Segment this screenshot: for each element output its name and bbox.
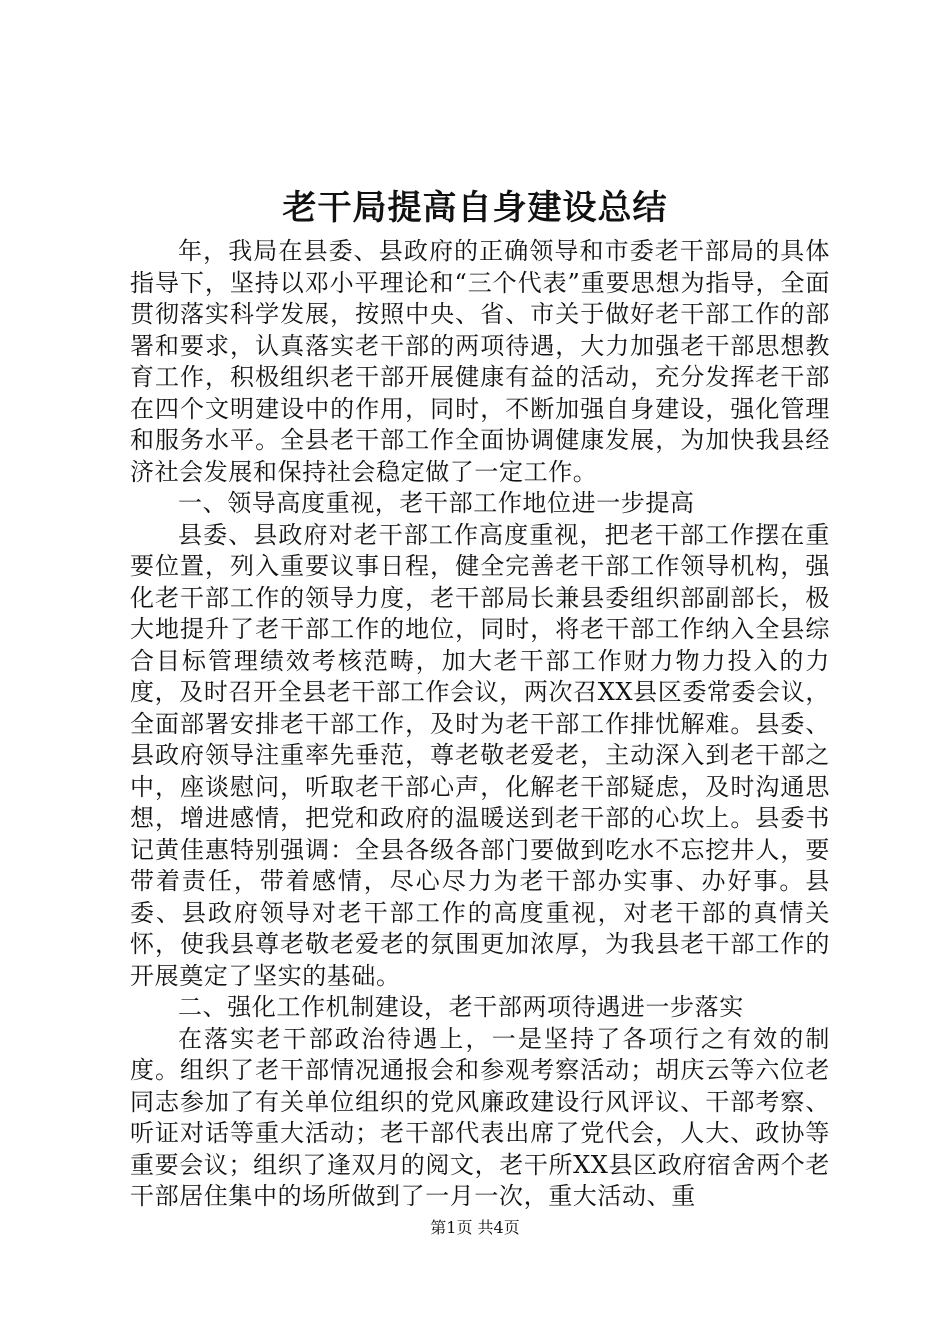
page-number-footer: 第1页 共4页 <box>430 1218 520 1237</box>
paragraph-intro: 年，我局在县委、县政府的正确领导和市委老干部局的具体指导下，坚持以邓小平理论和“三个代表”重要思想为指导，全面贯彻落实科学发展，按照中央、省、市关于做好老干部工作的部署和要求，认真落实老干部的两项待遇，大力加强老干部思想教育工作，积极组织老干部开展健康有益的活动，充分发挥老干部在四个文明建设中的作用，同时，不断加强自身建设，强化管理和服务水平。全县老干部工作全面协调健康发展，为加快我县经济社会发展和保持社会稳定做了一定工作。 <box>130 237 830 486</box>
section-heading-2: 二、强化工作机制建设，老干部两项待遇进一步落实 <box>178 993 744 1021</box>
document-body <box>130 236 830 1213</box>
section-heading-1: 一、领导高度重视，老干部工作地位进一步提高 <box>178 489 695 517</box>
paragraph-section-1: 县委、县政府对老干部工作高度重视，把老干部工作摆在重要位置，列入重要议事日程，健全完善老干部工作领导机构，强化老干部工作的领导力度，老干部局长兼县委组织部副部长，极大地提升了老干部工作的地位，同时，将老干部工作纳入全县综合目标管理绩效考核范畴，加大老干部工作财力物力投入的力度，及时召开全县老干部工作会议，两次召XX县区委常委会议，全面部署安排老干部工作，及时为老干部工作排忧解难。县委、县政府领导注重率先垂范，尊老敬老爱老，主动深入到老干部之中，座谈慰问，听取老干部心声，化解老干部疑虑，及时沟通思想，增进感情，把党和政府的温暖送到老干部的心坎上。县委书记黄佳惠特别强调：全县各级各部门要做到吃水不忘挖井人，要带着责任，带着感情，尽心尽力为老干部办实事、办好事。县委、县政府领导对老干部工作的高度重视，对老干部的真情关怀，使我县尊老敬老爱老的氛围更加浓厚，为我县老干部工作的开展奠定了坚实的基础。 <box>130 520 830 990</box>
paragraph-section-2: 在落实老干部政治待遇上，一是坚持了各项行之有效的制度。组织了老干部情况通报会和参观考察活动；胡庆云等六位老同志参加了有关单位组织的党风廉政建设行风评议、干部考察、听证对话等重大活动；老干部代表出席了党代会，人大、政协等重要会议；组织了逢双月的阅文，老干所XX县区政府宿舍两个老干部居住集中的场所做到了一月一次，重大活动、重 <box>130 1024 830 1210</box>
document-title: 老干局提高自身建设总结 <box>282 188 668 228</box>
